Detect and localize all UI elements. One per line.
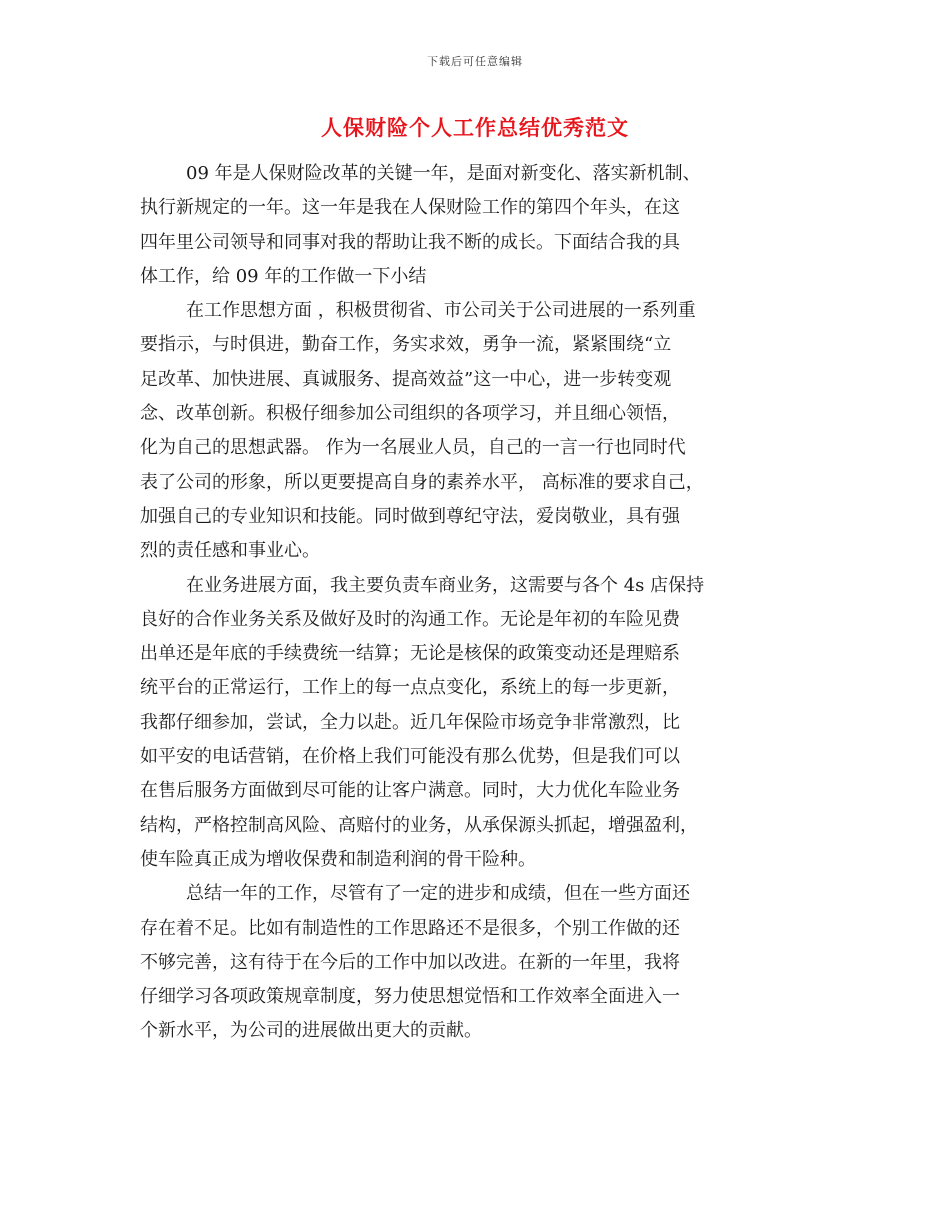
text-line: 个新水平，为公司的进展做出更大的贡献。 — [140, 1020, 482, 1042]
text-line: 不够完善，这有待于在今后的工作中加以改进。在新的一年里，我将 — [140, 951, 680, 973]
text-line: 我都仔细参加，尝试，全力以赴。近几年保险市场竞争非常激烈，比 — [140, 711, 680, 733]
text-line: 表了公司的形象，所以更要提高自身的素养水平， 高标准的要求自己， — [140, 471, 704, 493]
text-line: 在业务进展方面，我主要负责车商业务，这需要与各个 4s 店保持 — [186, 574, 705, 596]
text-line: 化为自己的思想武器。 作为一名展业人员，自己的一言一行也同时代 — [140, 437, 686, 459]
text-line: 在工作思想方面 ，积极贯彻省、市公司关于公司进展的一系列重 — [186, 300, 696, 322]
paragraph-1 — [140, 157, 820, 294]
text-line: 结构，严格控制高风险、高赔付的业务，从承保源头抓起，增强盈利， — [140, 814, 698, 836]
text-line: 09 年是人保财险改革的关键一年，是面对新变化、落实新机制、 — [186, 163, 701, 184]
text-line: 四年里公司领导和同事对我的帮助让我不断的成长。下面结合我的具 — [140, 231, 680, 253]
text-line: 执行新规定的一年。这一年是我在人保财险工作的第四个年头，在这 — [140, 197, 680, 219]
text-line: 烈的责任感和事业心。 — [140, 540, 320, 562]
text-line: 良好的合作业务关系及做好及时的沟通工作。无论是年初的车险见费 — [140, 608, 680, 630]
text-line: 在售后服务方面做到尽可能的让客户满意。同时，大力优化车险业务 — [140, 780, 680, 802]
document-title: 人保财险个人工作总结优秀范文 — [321, 115, 629, 140]
text-line: 仔细学习各项政策规章制度，努力使思想觉悟和工作效率全面进入一 — [140, 986, 680, 1008]
text-line: 统平台的正常运行，工作上的每一点点变化，系统上的每一步更新， — [140, 677, 680, 699]
text-line: 如平安的电话营销，在价格上我们可能没有那么优势，但是我们可以 — [140, 746, 680, 768]
text-line: 要指示，与时俱进，勤奋工作，务实求效，勇争一流，紧紧围绕“立 — [140, 334, 672, 356]
text-line: 加强自己的专业知识和技能。同时做到尊纪守法，爱岗敬业，具有强 — [140, 505, 680, 527]
text-line: 出单还是年底的手续费统一结算；无论是核保的政策变动还是理赔系 — [140, 643, 680, 665]
document-body — [140, 157, 820, 1049]
text-line: 总结一年的工作，尽管有了一定的进步和成绩，但在一些方面还 — [186, 883, 690, 905]
paragraph-2 — [140, 294, 820, 568]
text-line: 念、改革创新。积极仔细参加公司组织的各项学习，并且细心领悟， — [140, 403, 680, 425]
text-line: 使车险真正成为增收保费和制造利润的骨干险种。 — [140, 848, 536, 870]
header-note: 下载后可任意编辑 — [427, 55, 523, 68]
text-line: 存在着不足。比如有制造性的工作思路还不是很多，个别工作做的还 — [140, 917, 680, 939]
text-line: 体工作，给 09 年的工作做一下小结 — [140, 265, 427, 287]
paragraph-4 — [140, 877, 820, 1048]
paragraph-3 — [140, 569, 820, 878]
text-line: 足改革、加快进展、真诚服务、提高效益”这一中心，进一步转变观 — [140, 368, 672, 390]
